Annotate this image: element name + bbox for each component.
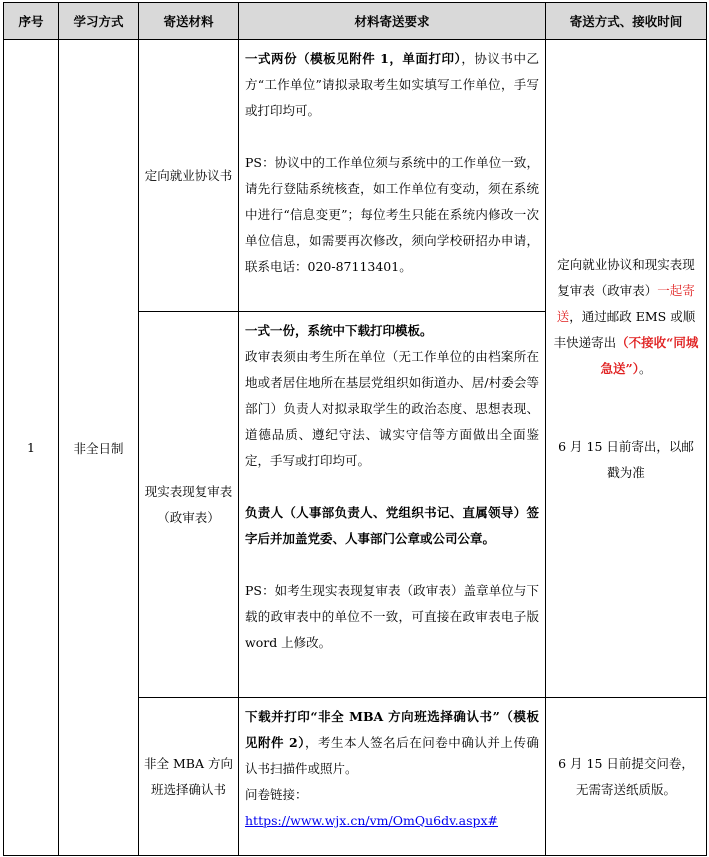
agreement-text: ，协议书中乙方“工作单位”请拟录取考生如实填写工作单位，手写或打印均可。: [245, 51, 539, 118]
row-index: 1: [4, 40, 59, 856]
send-part5: 。: [638, 360, 652, 376]
header-row: [4, 3, 707, 40]
agreement-bold: 一式两份（模板见附件 1，单面打印）: [245, 51, 462, 66]
header-send-method: 寄送方式、接收时间: [546, 3, 707, 40]
header-material: 寄送材料: [139, 3, 239, 40]
agreement-ps: PS：协议中的工作单位须与系统中的工作单位一致，请先行登陆系统核查，如工作单位有变动，须在系统中进行“信息变更”；每位考生只能在系统内修改一次单位信息，如需要再次修改，须向学校研招办申请，联系电话：020-87113401。: [245, 155, 539, 274]
material-agreement: 定向就业协议书: [139, 40, 239, 312]
material-political-review: 现实表现复审表（政审表）: [139, 312, 239, 698]
row-study-mode: 非全日制: [59, 40, 139, 856]
send-part1: 定向就业协议和现实表现复审表（政审表）: [557, 256, 695, 298]
header-study-mode: 学习方式: [59, 3, 139, 40]
send-method-combined: [546, 40, 707, 698]
review-ps: PS：如考生现实表现复审表（政审表）盖章单位与下载的政审表中的单位不一致，可直接在政审表电子版 word 上修改。: [245, 583, 539, 650]
review-bold-2: 负责人（人事部负责人、党组织书记、直属领导）签字后并加盖党委、人事部门公章或公司公章。: [245, 505, 539, 546]
send-method-mba: 6 月 15 日前提交问卷，无需寄送纸质版。: [546, 698, 707, 856]
requirement-political-review: [239, 312, 546, 698]
mba-bold: 下载并打印“非全 MBA 方向班选择确认书”（模板见附件 2）: [245, 709, 539, 750]
send-no-courier-red: （不接收“同城急送”）: [600, 334, 699, 376]
send-part3: ，通过邮政 EMS 或顺丰快递寄出: [553, 308, 696, 350]
material-mba-confirmation: 非全 MBA 方向班选择确认书: [139, 698, 239, 856]
survey-link[interactable]: https://www.wjx.cn/vm/OmQu6dv.aspx#: [245, 813, 499, 828]
table-row: [4, 40, 707, 312]
materials-table: [3, 2, 707, 856]
send-together-red: 一起寄送: [556, 282, 695, 324]
header-index: 序号: [4, 3, 59, 40]
requirement-agreement: [239, 40, 546, 312]
mba-text: ，考生本人签名后在问卷中确认并上传确认书扫描件或照片。: [245, 735, 539, 776]
requirement-mba-confirmation: [239, 698, 546, 856]
survey-link-label: 问卷链接：: [245, 787, 308, 802]
send-deadline: 6 月 15 日前寄出，以邮戳为准: [558, 438, 694, 480]
header-requirements: 材料寄送要求: [239, 3, 546, 40]
review-text: 政审表须由考生所在单位（无工作单位的由档案所在地或者居住地所在基层党组织如街道办、居/村委会等部门）负责人对拟录取学生的政治态度、思想表现、道德品质、遵纪守法、诚实守信等方面做出全面鉴定，手写或打印均可。: [245, 349, 539, 468]
review-bold-1: 一式一份，系统中下载打印模板。: [245, 323, 433, 338]
